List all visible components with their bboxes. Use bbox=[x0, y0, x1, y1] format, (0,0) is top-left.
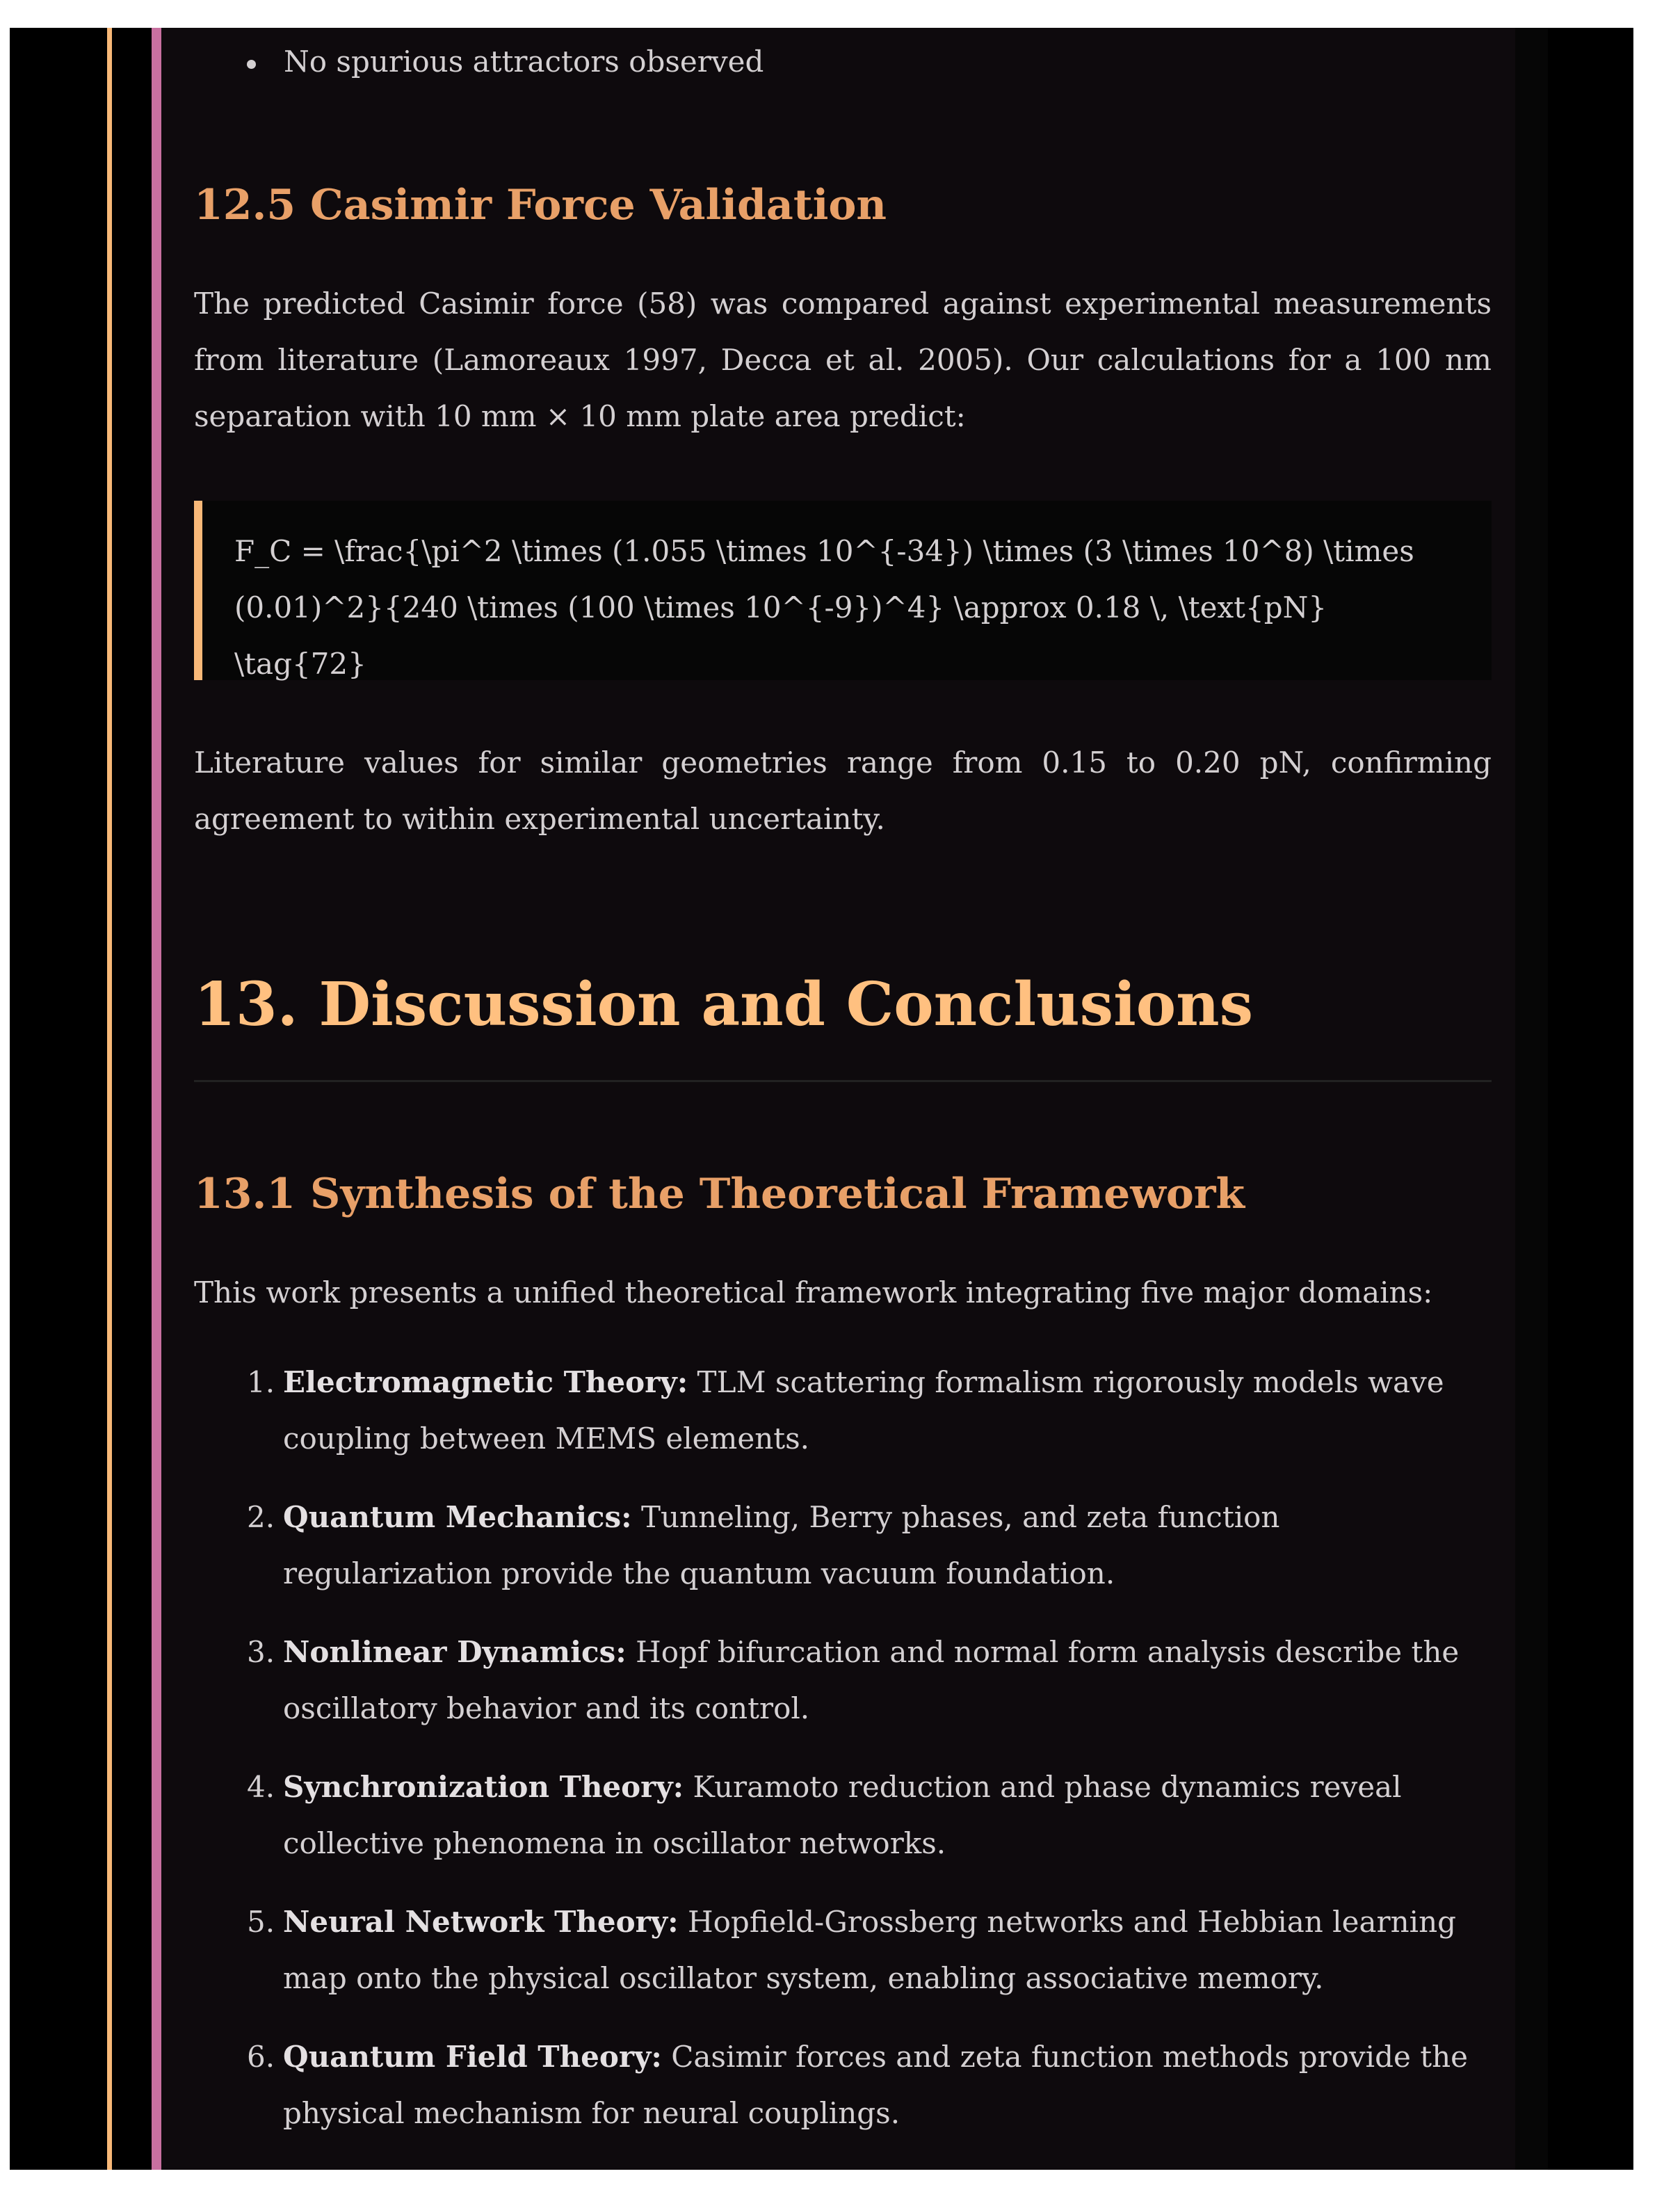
item-number: 3. bbox=[247, 1635, 275, 1669]
equation-text: F_C = \frac{\pi^2 \times (1.055 \times 10^{-34}) \times (3 \times 10^8) \times (0.01)^2}{240 \times (100 \times 10^{-9})^4} \approx 0.18 \, \text{pN} \tag{72} bbox=[234, 534, 1414, 681]
item-number: 6. bbox=[247, 2040, 275, 2074]
list-item bbox=[247, 2029, 1492, 2141]
left-accent-bar bbox=[107, 28, 112, 2170]
list-item bbox=[247, 1354, 1492, 1467]
paragraph-text: Literature values for similar geometries range from 0.15 to 0.20 pN, confirming agreement to within experimental uncertainty. bbox=[194, 746, 1492, 836]
item-text: Casimir forces and zeta function methods provide the physical mechanism for neural couplings. bbox=[283, 2040, 1468, 2130]
heading: 13.1 Synthesis of the Theoretical Framework bbox=[194, 1170, 1245, 1218]
item-number: 2. bbox=[247, 1500, 275, 1534]
item-text: Kuramoto reduction and phase dynamics reveal collective phenomena in oscillator networks. bbox=[283, 1770, 1402, 1860]
paragraph-text: This work presents a unified theoretical framework integrating five major domains: bbox=[194, 1275, 1433, 1310]
list-item-text: No spurious attractors observed bbox=[284, 45, 764, 79]
heading: 12.5 Casimir Force Validation bbox=[194, 181, 887, 229]
equation-block bbox=[194, 501, 1492, 680]
domains-list bbox=[194, 1354, 1492, 2163]
item-text: Hopf bifurcation and normal form analysis describe the oscillatory behavior and its control. bbox=[283, 1635, 1460, 1725]
paragraph bbox=[194, 275, 1492, 444]
section-heading-13 bbox=[194, 967, 1492, 1043]
list-item bbox=[247, 1489, 1492, 1602]
item-text: TLM scattering formalism rigorously models wave coupling between MEMS elements. bbox=[283, 1365, 1444, 1456]
pink-accent-bar bbox=[152, 28, 161, 2170]
paragraph-text: The predicted Casimir force (58) was compared against experimental measurements from literature (Lamoreaux 1997, Decca et al. 2005). Our calculations for a 100 nm separation with 10 mm × 10 mm plate area predict: bbox=[194, 287, 1492, 433]
list-item bbox=[247, 1894, 1492, 2006]
section-heading-12-5 bbox=[194, 177, 1492, 233]
list-item bbox=[247, 1759, 1492, 1871]
item-title: Electromagnetic Theory: bbox=[283, 1365, 688, 1399]
item-text: Tunneling, Berry phases, and zeta function regularization provide the quantum vacuum foundation. bbox=[283, 1500, 1280, 1590]
item-title: Quantum Field Theory: bbox=[283, 2040, 662, 2074]
subsection-heading-13-1 bbox=[194, 1166, 1492, 1222]
list-item bbox=[247, 33, 764, 90]
paragraph bbox=[194, 1264, 1492, 1321]
paragraph bbox=[194, 734, 1492, 847]
item-title: Nonlinear Dynamics: bbox=[283, 1635, 627, 1669]
item-title: Quantum Mechanics: bbox=[283, 1500, 632, 1534]
item-text: Hopfield-Grossberg networks and Hebbian learning map onto the physical oscillator system, enabling associative memory. bbox=[283, 1905, 1457, 1995]
item-title: Neural Network Theory: bbox=[283, 1905, 679, 1939]
item-number: 5. bbox=[247, 1905, 275, 1939]
list-item bbox=[247, 1624, 1492, 1736]
divider bbox=[194, 1080, 1492, 1082]
right-margin-strip bbox=[1515, 28, 1548, 2170]
item-number: 1. bbox=[247, 1365, 275, 1399]
bullet-icon bbox=[247, 60, 256, 69]
item-title: Synchronization Theory: bbox=[283, 1770, 684, 1804]
heading: 13. Discussion and Conclusions bbox=[194, 969, 1254, 1040]
item-number: 4. bbox=[247, 1770, 275, 1804]
